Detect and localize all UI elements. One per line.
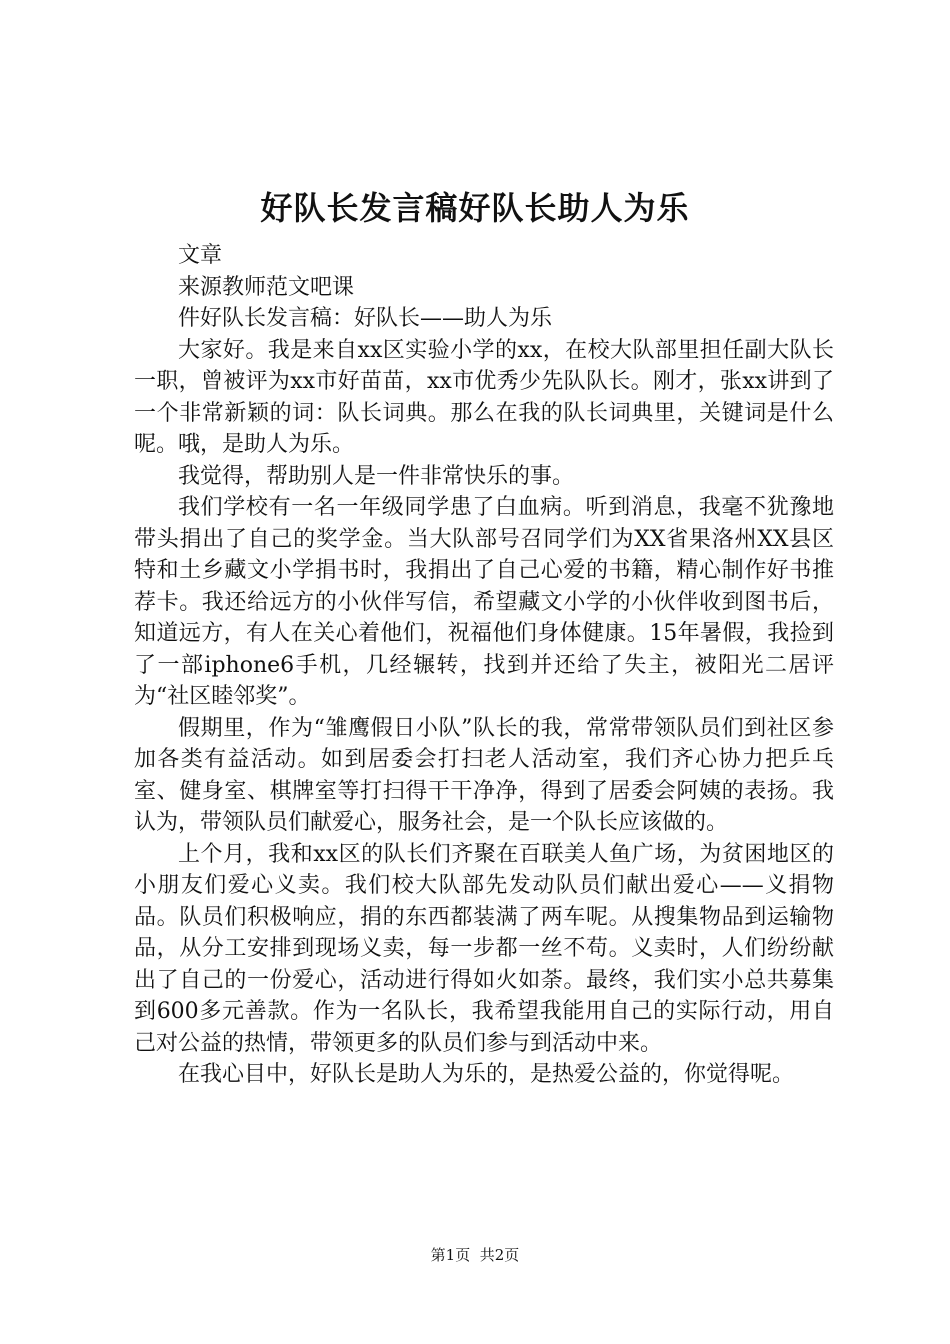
paragraph: 上个月，我和xx区的队长们齐聚在百联美人鱼广场，为贫困地区的小朋友们爱心义卖。我们校大队部先发动队员们献出爱心——义捐物品。队员们积极响应，捐的东西都装满了两车呢。从搜集物品到运输物品，从分工安排到现场义卖，每一步都一丝不苟。义卖时，人们纷纷献出了自己的一份爱心，活动进行得如火如荼。最终，我们实小总共募集到600多元善款。作为一名队长，我希望我能用自己的实际行动，用自己对公益的热情，带领更多的队员们参与到活动中来。 <box>134 841 834 1056</box>
document-title: 好队长发言稿好队长助人为乐 <box>260 189 690 227</box>
paragraph: 我们学校有一名一年级同学患了白血病。听到消息，我毫不犹豫地带头捐出了自己的奖学金。当大队部号召同学们为XX省果洛州XX县区特和土乡藏文小学捐书时，我捐出了自己心爱的书籍，精心制作好书推荐卡。我还给远方的小伙伴写信，希望藏文小学的小伙伴收到图书后，知道远方，有人在关心着他们，祝福他们身体健康。15年暑假，我捡到了一部iphone6手机，几经辗转，找到并还给了失主，被阳光二居评为“社区睦邻奖”。 <box>134 495 834 709</box>
paragraph: 件好队长发言稿：好队长——助人为乐 <box>178 306 553 331</box>
paragraph: 在我心目中，好队长是助人为乐的，是热爱公益的，你觉得呢。 <box>178 1062 795 1087</box>
paragraph: 文章 <box>178 243 223 268</box>
paragraph: 假期里，作为“雏鹰假日小队”队长的我，常常带领队员们到社区参加各类有益活动。如到居委会打扫老人活动室，我们齐心协力把乒乓室、健身室、棋牌室等打扫得干干净净，得到了居委会阿姨的表扬。我认为，带领队员们献爱心，服务社会，是一个队长应该做的。 <box>134 715 834 835</box>
page-total: 共2页 <box>479 1246 520 1264</box>
paragraph: 来源教师范文吧课 <box>178 274 355 300</box>
page-footer <box>0 1245 950 1265</box>
page-number: 第1页 <box>430 1246 471 1264</box>
paragraph: 大家好。我是来自xx区实验小学的xx，在校大队部里担任副大队长一职，曾被评为xx市好苗苗，xx市优秀少先队队长。刚才，张xx讲到了一个非常新颖的词：队长词典。那么在我的队长词典里，关键词是什么呢。哦，是助人为乐。 <box>134 337 834 457</box>
paragraph: 我觉得，帮助别人是一件非常快乐的事。 <box>178 463 575 489</box>
document-body <box>134 240 834 1091</box>
